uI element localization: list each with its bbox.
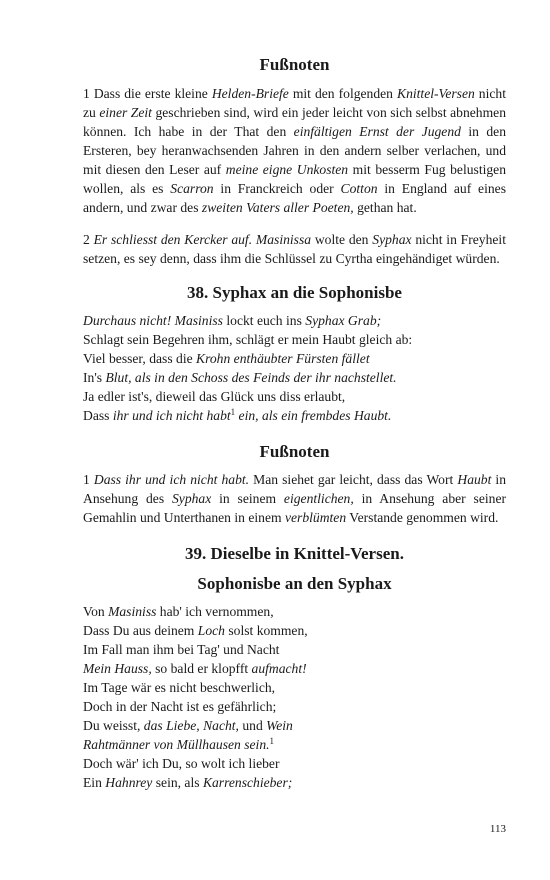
italic-text: Loch <box>197 623 225 638</box>
text-run: Man siehet gar leicht, dass das Wort <box>249 472 458 487</box>
verse-line <box>83 716 506 735</box>
text-run: Verstande genommen wird. <box>346 510 499 525</box>
text-run: in den Ersteren, bey heranwachsenden Jahren in den andern selber verlachen, und mit diesen den Leser auf <box>83 124 506 177</box>
italic-text: Durchaus nicht! Masiniss <box>83 313 223 328</box>
italic-text: einer Zeit <box>99 105 152 120</box>
text-run: in Franckreich oder <box>213 181 341 196</box>
text-run: gethan hat. <box>353 200 417 215</box>
verse-line <box>83 659 506 678</box>
italic-text: ihr und ich nicht habt <box>112 408 231 423</box>
poem-subtitle: Sophonisbe an den Syphax <box>197 574 392 593</box>
text-run: hab' ich vernommen, <box>156 604 274 619</box>
verse-line <box>83 735 506 754</box>
text-run: Von <box>83 604 109 619</box>
text-run: und <box>238 718 267 733</box>
italic-text: Rahtmänner von Müllhausen sein. <box>83 737 270 752</box>
page-number: 113 <box>489 823 506 835</box>
italic-text: Haubt <box>457 472 492 487</box>
text-run: so bald er klopfft <box>151 661 252 676</box>
text-run: wolte den <box>311 232 373 247</box>
text-run: mit besserm Fug belustigen wollen, als es <box>83 162 506 196</box>
footnote-marker: 1 <box>269 736 275 746</box>
verse-line <box>83 387 506 406</box>
italic-text: das Liebe, Nacht, <box>143 718 239 733</box>
italic-text: verblümten <box>284 510 347 525</box>
italic-text: Wein <box>266 718 293 733</box>
text-run: 2 <box>83 232 94 247</box>
verse-line <box>83 678 506 697</box>
text-run: Ein <box>83 775 106 790</box>
text-run: mit den folgenden <box>288 86 397 101</box>
book-page <box>83 54 506 792</box>
text-run: Schlagt sein Begehren ihm, schlägt er mein Haubt gleich ab: <box>83 332 413 347</box>
text-run: 1 Dass die erste kleine <box>83 86 212 101</box>
verse-line <box>83 773 506 792</box>
italic-text: ein, als ein frembdes Haubt. <box>235 408 392 423</box>
text-run: geschrieben sind, wird ein jeder leicht von sich selbst abnehmen können. Ich habe in der That den <box>83 105 506 139</box>
italic-text: Helden-Briefe <box>211 86 289 101</box>
text-run: solst kommen, <box>224 623 308 638</box>
text-run: 1 <box>83 472 94 487</box>
italic-text: Hahnrey <box>105 775 153 790</box>
footnote-paragraph <box>83 230 506 268</box>
poem-verse <box>83 311 506 425</box>
italic-text: Blut, als in den Schoss des Feinds der ihr nachstellet. <box>105 370 397 385</box>
italic-text: Krohn enthäubter Fürsten fället <box>196 351 370 366</box>
italic-text: Syphax <box>171 491 212 506</box>
poem-verse <box>83 602 506 792</box>
footnote-marker: 1 <box>230 407 236 417</box>
italic-text: eigentlichen, <box>283 491 354 506</box>
verse-line <box>83 368 506 387</box>
verse-line <box>83 640 506 659</box>
text-run: lockt euch ins <box>222 313 306 328</box>
text-run: nicht zu <box>83 86 506 120</box>
text-run: Dass <box>83 408 113 423</box>
verse-line <box>83 406 506 425</box>
text-run: Doch in der Nacht ist es gefährlich; <box>83 699 277 714</box>
text-run: Im Tage wär es nicht beschwerlich, <box>83 680 276 695</box>
poem-title: 39. Dieselbe in Knittel-Versen. <box>185 544 404 563</box>
italic-text: zweiten Vaters aller Poeten, <box>201 200 354 215</box>
text-run: in Ansehung des <box>83 472 507 506</box>
italic-text: Masiniss <box>108 604 157 619</box>
italic-text: Mein Hauss, <box>83 661 152 676</box>
verse-line <box>83 602 506 621</box>
poem-title: 38. Syphax an die Sophonisbe <box>187 283 402 302</box>
italic-text: Syphax <box>372 232 412 247</box>
italic-text: Cotton <box>340 181 378 196</box>
verse-line <box>83 621 506 640</box>
text-run: nicht in Freyheit setzen, es sey denn, dass ihm die Schlüssel zu Cyrtha eingehändiget würden. <box>83 232 506 266</box>
verse-line <box>83 349 506 368</box>
italic-text: einfältigen Ernst der Jugend <box>293 124 461 139</box>
text-run: Doch wär' ich Du, so wolt ich lieber <box>83 756 280 771</box>
verse-line <box>83 330 506 349</box>
text-run: sein, als <box>152 775 203 790</box>
footnote-paragraph <box>83 470 506 527</box>
italic-text: Er schliesst den Kercker auf. Masinissa <box>93 232 312 247</box>
text-run: Viel besser, dass die <box>83 351 197 366</box>
text-run: in seinem <box>211 491 284 506</box>
text-run: In's <box>83 370 106 385</box>
italic-text: Karrenschieber; <box>202 775 293 790</box>
footnote-paragraph <box>83 84 506 217</box>
text-run: Du weisst, <box>83 718 144 733</box>
text-run: Im Fall man ihm bei Tag' und Nacht <box>83 642 280 657</box>
verse-line <box>83 754 506 773</box>
italic-text: Knittel-Versen <box>397 86 475 101</box>
text-run: in England auf eines andern, und zwar des <box>83 181 506 215</box>
italic-text: aufmacht! <box>251 661 307 676</box>
italic-text: Scarron <box>170 181 214 196</box>
text-run: Dass Du aus deinem <box>83 623 198 638</box>
italic-text: Dass ihr und ich nicht habt. <box>93 472 250 487</box>
text-run: in Ansehung aber seiner Gemahlin und Unterthanen in einem <box>83 491 507 525</box>
footnotes-heading: Fußnoten <box>259 55 330 74</box>
italic-text: meine eigne Unkosten <box>225 162 349 177</box>
text-run: Ja edler ist's, dieweil das Glück uns diss erlaubt, <box>83 389 346 404</box>
italic-text: Syphax Grab; <box>305 313 382 328</box>
verse-line <box>83 697 506 716</box>
footnotes-heading: Fußnoten <box>259 442 330 461</box>
verse-line <box>83 311 506 330</box>
